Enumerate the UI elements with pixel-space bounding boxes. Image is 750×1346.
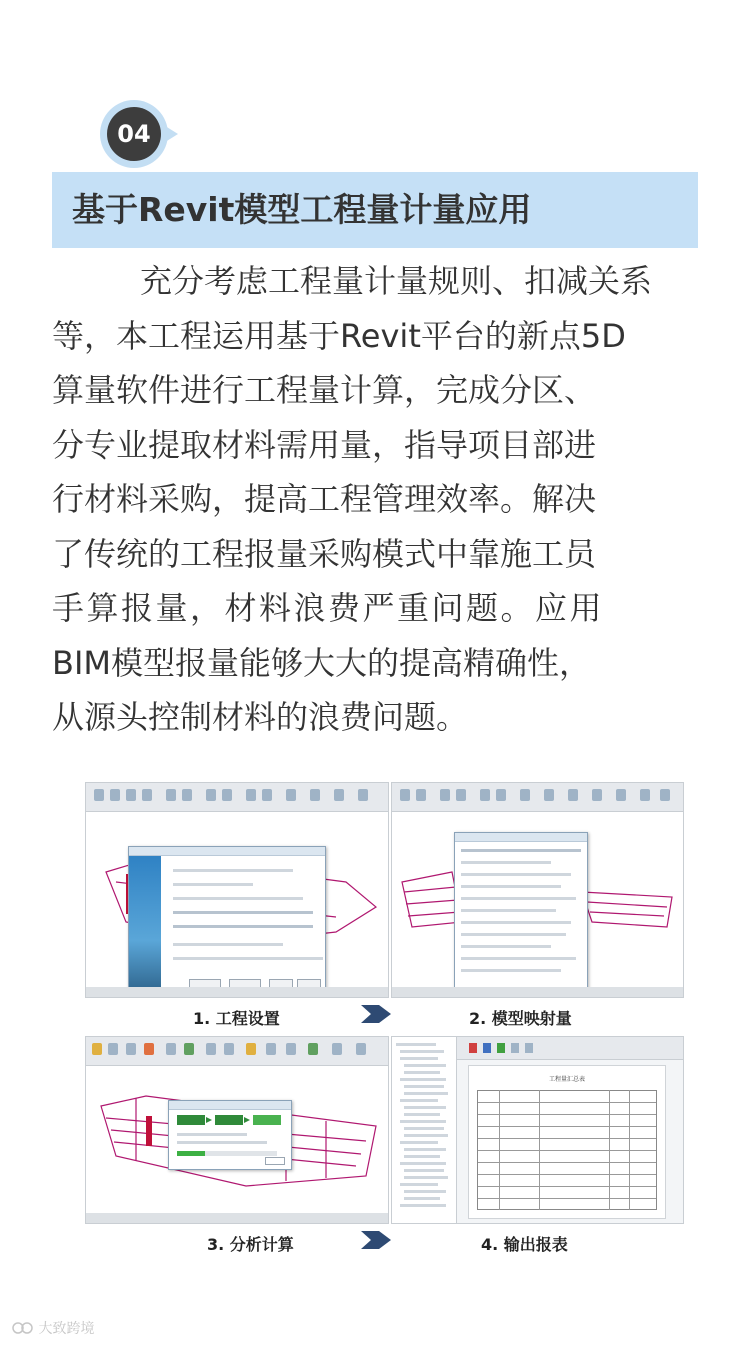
- project-settings-dialog: [128, 846, 326, 998]
- paragraph-line: 等，本工程运用基于Revit平台的新点5D: [52, 316, 626, 355]
- next-step-arrow-icon: [361, 1005, 391, 1023]
- step-label-4: 4. 输出报表: [481, 1235, 568, 1254]
- section-heading-bar: [52, 172, 698, 248]
- screenshot-analysis-calculation: [85, 1036, 389, 1224]
- workflow-figure: [85, 782, 682, 1260]
- paragraph-line: 了传统的工程报量采购模式中靠施工员: [52, 534, 597, 573]
- paragraph-line: BIM模型报量能够大大的提高精确性，: [52, 643, 592, 682]
- watermark-text: 大致跨境: [38, 1321, 95, 1337]
- model-canvas: [86, 812, 388, 987]
- watermark: [12, 1318, 94, 1338]
- ribbon-toolbar: [392, 783, 683, 812]
- step-label-2: 2. 模型映射量: [469, 1009, 572, 1028]
- report-toolbar: [457, 1037, 683, 1060]
- screenshot-report-output: [391, 1036, 684, 1224]
- badge-pointer: [162, 124, 178, 144]
- badge-number: 04: [107, 107, 161, 161]
- model-mapping-dialog: [454, 832, 588, 996]
- paragraph-line: 充分考虑工程量计量规则、扣减关系: [140, 262, 653, 300]
- model-canvas: [392, 812, 683, 987]
- section-title: 基于Revit模型工程量计量应用: [72, 190, 532, 229]
- report-tree-panel: [392, 1037, 457, 1223]
- paragraph-line: 行材料采购，提高工程管理效率。解决: [52, 480, 597, 518]
- ribbon-toolbar: [86, 1037, 388, 1066]
- analysis-progress-dialog: [168, 1100, 292, 1170]
- paragraph-line: 从源头控制材料的浪费问题。: [52, 698, 469, 736]
- paragraph-line: 算量软件进行工程量计算，完成分区、: [52, 371, 597, 409]
- screenshot-model-mapping: [391, 782, 684, 998]
- watermark-logo-icon: [12, 1320, 34, 1336]
- paragraph-line: 分专业提取材料需用量，指导项目部进: [52, 425, 597, 464]
- section-number-badge: [100, 100, 180, 172]
- step-label-1: 1. 工程设置: [193, 1009, 280, 1028]
- model-canvas: [86, 1066, 388, 1213]
- ribbon-toolbar: [86, 783, 388, 812]
- body-paragraph: [52, 254, 702, 745]
- report-title: 工程量汇总表: [548, 1076, 585, 1083]
- next-step-arrow-icon: [361, 1231, 391, 1249]
- paragraph-line: 手算报量，材料浪费严重问题。应用: [52, 589, 605, 627]
- report-sheet: [468, 1065, 666, 1219]
- screenshot-project-settings: [85, 782, 389, 998]
- step-label-3: 3. 分析计算: [207, 1235, 294, 1254]
